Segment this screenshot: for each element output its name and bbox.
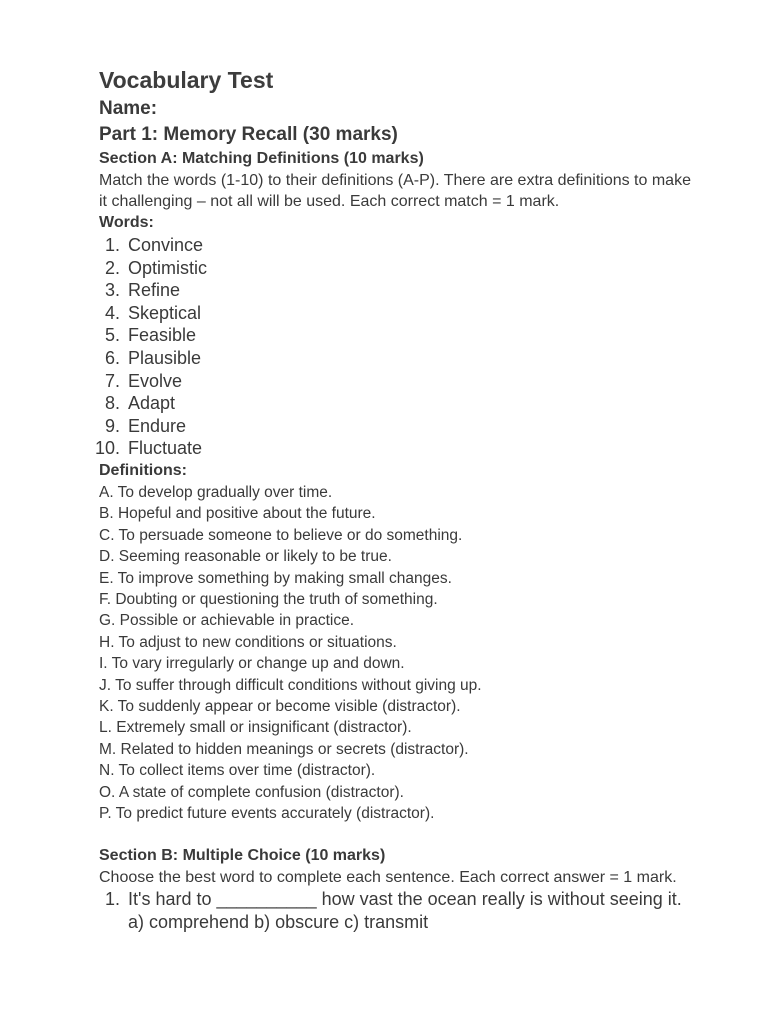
definition-item: G. Possible or achievable in practice. xyxy=(99,612,355,630)
word-number: 10. xyxy=(94,438,120,459)
word-number: 3. xyxy=(104,280,120,301)
word-number: 6. xyxy=(104,347,120,368)
definition-item: H. To adjust to new conditions or situations. xyxy=(99,633,397,651)
word-text: Skeptical xyxy=(128,302,202,323)
part1-title: Part 1: Memory Recall (30 marks) xyxy=(99,124,398,145)
definition-item: J. To suffer through difficult conditions without giving up. xyxy=(99,676,482,694)
section-b-instructions: Choose the best word to complete each sentence. Each correct answer = 1 mark. xyxy=(99,869,677,887)
word-number: 4. xyxy=(104,302,120,323)
definition-item: A. To develop gradually over time. xyxy=(99,483,333,501)
word-number: 9. xyxy=(104,415,120,436)
question-list xyxy=(99,888,699,933)
word-text: Endure xyxy=(128,415,187,436)
word-item xyxy=(99,415,699,438)
word-item xyxy=(99,392,699,415)
word-number: 1. xyxy=(104,235,120,255)
word-number: 7. xyxy=(104,370,120,391)
word-item xyxy=(99,279,699,302)
definition-item: O. A state of complete confusion (distractor). xyxy=(99,783,404,801)
word-list xyxy=(94,234,699,460)
definition-item: D. Seeming reasonable or likely to be true. xyxy=(99,548,392,566)
question-text: It's hard to __________ how vast the ocean really is without seeing it. a) comprehend b) obscure c) transmit xyxy=(128,889,682,933)
section-a-title: Section A: Matching Definitions (10 marks) xyxy=(99,150,424,167)
word-item xyxy=(99,257,699,280)
word-item xyxy=(99,324,699,347)
word-text: Optimistic xyxy=(128,257,208,278)
definition-item: L. Extremely small or insignificant (distractor). xyxy=(99,719,412,737)
definition-list xyxy=(99,482,699,825)
definition-item: C. To persuade someone to believe or do something. xyxy=(99,526,463,544)
word-text: Convince xyxy=(128,235,204,255)
definitions-label: Definitions: xyxy=(99,461,187,479)
word-text: Fluctuate xyxy=(128,438,203,459)
name-label: Name: xyxy=(99,98,158,119)
word-text: Refine xyxy=(128,280,181,301)
word-item xyxy=(99,370,699,393)
section-b-title: Section B: Multiple Choice (10 marks) xyxy=(99,847,386,865)
document-page xyxy=(94,64,699,934)
definition-item: I. To vary irregularly or change up and down. xyxy=(99,655,405,673)
definition-item: E. To improve something by making small changes. xyxy=(99,569,452,587)
section-spacer xyxy=(99,824,699,845)
definition-item: B. Hopeful and positive about the future. xyxy=(99,505,376,523)
word-item xyxy=(99,302,699,325)
word-number: 8. xyxy=(104,393,120,414)
word-text: Feasible xyxy=(128,325,197,346)
definition-item: K. To suddenly appear or become visible (distractor). xyxy=(99,698,461,715)
definition-item: M. Related to hidden meanings or secrets (distractor). xyxy=(99,740,469,758)
question-item xyxy=(99,888,699,933)
word-text: Evolve xyxy=(128,370,183,391)
word-item xyxy=(99,347,699,370)
definition-item: F. Doubting or questioning the truth of something. xyxy=(99,590,438,608)
word-item xyxy=(99,234,699,257)
word-text: Adapt xyxy=(128,393,176,414)
question-number: 1. xyxy=(104,889,120,910)
document-title: Vocabulary Test xyxy=(99,67,274,93)
words-label: Words: xyxy=(99,214,154,231)
definition-item: N. To collect items over time (distractor). xyxy=(99,762,376,780)
section-a-instructions: Match the words (1-10) to their definitions (A-P). There are extra definitions to make it challenging – not all will be used. Each correct match = 1 mark. xyxy=(99,172,691,210)
word-number: 2. xyxy=(104,257,120,278)
word-text: Plausible xyxy=(128,347,202,368)
word-item xyxy=(94,437,699,460)
word-number: 5. xyxy=(104,325,120,346)
definition-item: P. To predict future events accurately (distractor). xyxy=(99,805,435,823)
